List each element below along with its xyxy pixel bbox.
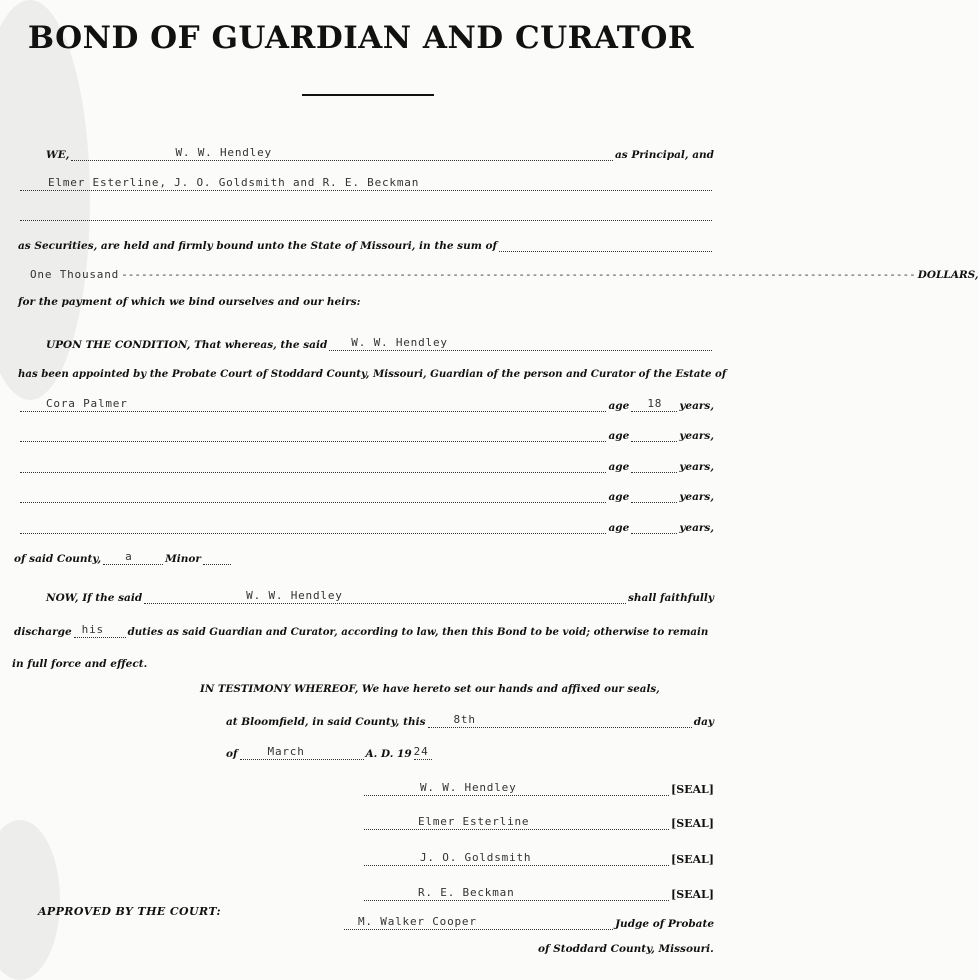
age-label: age [608,400,630,412]
condition-lead: UPON THE CONDITION, That whereas, the said [46,339,328,351]
age-field [631,457,677,473]
discharge-line [14,620,716,638]
ward-row [18,424,714,442]
payment-text: for the payment of which we bind ourselves and our heirs: [18,296,361,308]
payment-line [18,290,714,308]
signature-name: J. O. Goldsmith [420,851,532,864]
full-force-line [12,652,312,670]
now-name-field [144,588,626,604]
judge-field [344,914,613,930]
title-rule [302,94,434,96]
sum-amount: One Thousand [30,268,120,281]
document-title: BOND OF GUARDIAN AND CURATOR [27,20,695,56]
ward-row [18,516,714,534]
county-line [14,547,244,565]
signature-name: R. E. Beckman [418,886,515,899]
judge-county-line [538,937,716,955]
pronoun-field [74,622,126,638]
principal-suffix: as Principal, and [614,149,714,161]
ward-name: Cora Palmer [46,397,128,410]
year-value: 24 [413,745,429,758]
year-field [414,744,432,760]
seal-label: [SEAL] [670,853,714,866]
sum-dashes: ------------------------------------------------------------------------------------------------------------------------ [121,268,916,281]
now-line [46,586,714,604]
day-field [428,712,692,728]
age-field [631,396,677,412]
we-label: WE, [46,149,70,161]
signature-name: Elmer Esterline [418,815,530,828]
minor-label: Minor [165,553,201,565]
securities-text-line [18,234,714,252]
securities-sum-field [499,236,712,252]
ward-row [18,485,714,503]
full-force-text: in full force and effect. [12,658,148,670]
now-lead: NOW, If the said [46,592,143,604]
signature-field [364,850,669,866]
ward-name-field [20,487,606,503]
discharge-suffix: duties as said Guardian and Curator, according to law, then this Bond to be void; otherwise to remain [127,626,709,638]
principal-name: W. W. Hendley [175,146,272,159]
article-field [103,549,163,565]
age-label: age [608,461,630,473]
years-label: years, [679,400,714,412]
condition-name: W. W. Hendley [351,336,448,349]
age-field [631,426,677,442]
approved-label: APPROVED BY THE COURT: [38,905,222,918]
seal-label: [SEAL] [670,817,714,830]
dollars-label: DOLLARS, [917,269,979,281]
ward-name-field [20,457,606,473]
blank-field [20,205,712,221]
securities-names-field [20,175,712,191]
minor-field [203,549,231,565]
age-field [631,487,677,503]
discharge-lead: discharge [14,626,72,638]
day-label: day [693,716,714,728]
signature-line [362,812,714,830]
seal-label: [SEAL] [670,888,714,901]
appointed-line [18,362,727,380]
judge-county: of Stoddard County, Missouri. [538,943,714,955]
seal-label: [SEAL] [670,783,714,796]
years-label: years, [679,491,714,503]
principal-line [46,143,714,161]
county-lead: of said County, [14,553,102,565]
years-label: years, [679,430,714,442]
judge-title: Judge of Probate [615,918,714,930]
now-suffix: shall faithfully [627,592,714,604]
signature-line [362,848,714,866]
securities-names-line [18,173,714,191]
ward-name-field [20,396,606,412]
article-value: a [125,550,133,563]
signature-field [364,885,669,901]
signature-field [364,780,669,796]
age-label: age [608,491,630,503]
signature-line [362,883,714,901]
month-value: March [267,745,305,758]
place-lead: at Bloomfield, in said County, this [226,716,426,728]
securities-text: as Securities, are held and firmly bound unto the State of Missouri, in the sum of [18,240,497,252]
signature-name: W. W. Hendley [420,781,517,794]
condition-line [46,333,714,351]
day-value: 8th [453,713,476,726]
ward-row [18,455,714,473]
now-name: W. W. Hendley [246,589,343,602]
testimony-line [200,677,714,695]
testimony-text: IN TESTIMONY WHEREOF, We have hereto set our hands and affixed our seals, [200,683,660,695]
blank-line [18,203,714,221]
age-label: age [608,430,630,442]
judge-name: M. Walker Cooper [358,915,477,928]
of-label: of [226,748,238,760]
years-label: years, [679,522,714,534]
condition-field [329,335,712,351]
approved-line [38,900,278,918]
signature-field [364,814,669,830]
principal-field [71,145,613,161]
ward-name-field [20,426,606,442]
appointed-text: has been appointed by the Probate Court of Stoddard County, Missouri, Guardian of the person and Curator of the Estate of [18,368,727,380]
date-line [226,742,526,760]
ward-name-field [20,518,606,534]
place-line [226,710,714,728]
years-label: years, [679,461,714,473]
securities-names: Elmer Esterline, J. O. Goldsmith and R. E. Beckman [48,176,420,189]
judge-line [342,912,714,930]
signature-line [362,778,714,796]
age-field [631,518,677,534]
ward-age: 18 [647,397,663,410]
ward-row [18,394,714,412]
pronoun-value: his [81,623,104,636]
age-label: age [608,522,630,534]
ad-label: A. D. 19 [365,748,412,760]
sum-line [18,263,979,281]
month-field [240,744,364,760]
